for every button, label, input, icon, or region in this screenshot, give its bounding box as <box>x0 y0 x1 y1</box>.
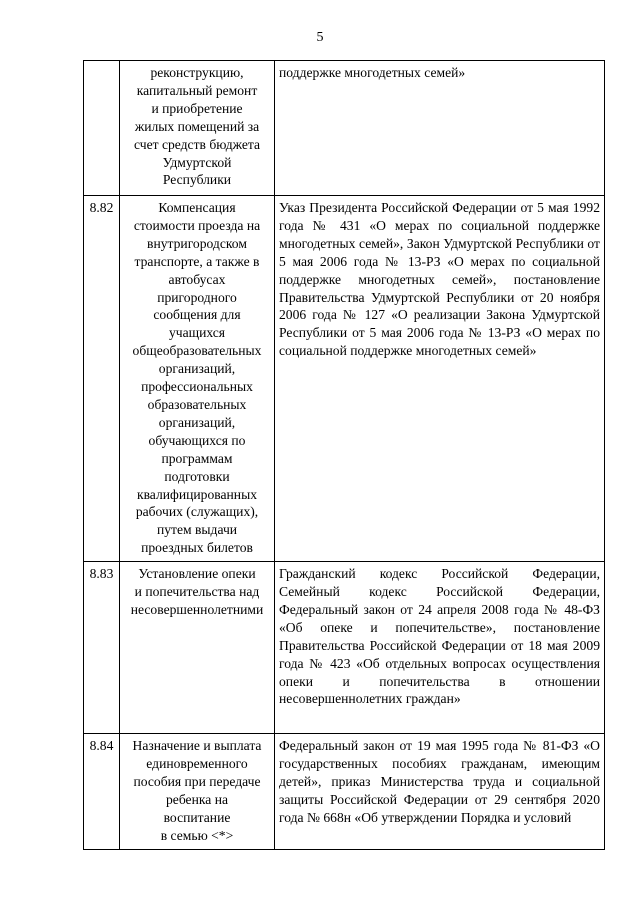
legal-basis: Указ Президента Российской Федерации от 5 мая 1992 года № 431 «О мерах по социальной поддержке многодетных семей», Закон Удмуртской Республики от 5 мая 2006 года № 13-РЗ «О мерах по социальной поддержке многодетных семей», постановление Правительства Удмуртской Республики от 20 ноября 2006 года № 127 «О реализации Закона Удмуртской Республики от 5 мая 2006 года № 13-РЗ «О мерах по социальной поддержке многодетных семей» <box>275 196 605 562</box>
service-name: реконструкцию, капитальный ремонт и приобретение жилых помещений за счет средств бюджета Удмуртской Республики <box>120 61 275 196</box>
legal-basis: Гражданский кодекс Российской Федерации, Семейный кодекс Российской Федерации, Федеральный закон от 24 апреля 2008 года № 48-ФЗ «Об опеке и попечительстве», постановление Правительства Российской Федерации от 18 мая 2009 года № 423 «Об отдельных вопросах осуществления опеки и попечительства в отношении несовершеннолетних граждан» <box>275 562 605 734</box>
service-name: Компенсация стоимости проезда на внутригородском транспорте, а также в автобусах пригородного сообщения для учащихся общеобразовательных организаций, профессиональных образовательных организаций, обучающихся по программам подготовки квалифицированных рабочих (служащих), путем выдачи проездных билетов <box>120 196 275 562</box>
service-name: Назначение и выплата единовременного пособия при передаче ребенка на воспитание в семью <*> <box>120 734 275 849</box>
table-row <box>84 562 605 734</box>
row-number: 8.83 <box>84 562 120 734</box>
row-number: 8.82 <box>84 196 120 562</box>
legal-basis: Федеральный закон от 19 мая 1995 года № 81-ФЗ «О государственных пособиях гражданам, имеющим детей», приказ Министерства труда и социальной защиты Российской Федерации от 29 сентября 2020 года № 668н «Об утверждении Порядка и условий <box>275 734 605 849</box>
page-number: 5 <box>316 30 324 45</box>
row-number: 8.84 <box>84 734 120 849</box>
row-number <box>84 61 120 196</box>
legal-basis: поддержке многодетных семей» <box>275 61 605 196</box>
table-row <box>84 196 605 562</box>
table-row <box>84 734 605 849</box>
table-row <box>84 61 605 196</box>
services-table <box>83 60 605 850</box>
service-name: Установление опеки и попечительства над несовершеннолетними <box>120 562 275 734</box>
